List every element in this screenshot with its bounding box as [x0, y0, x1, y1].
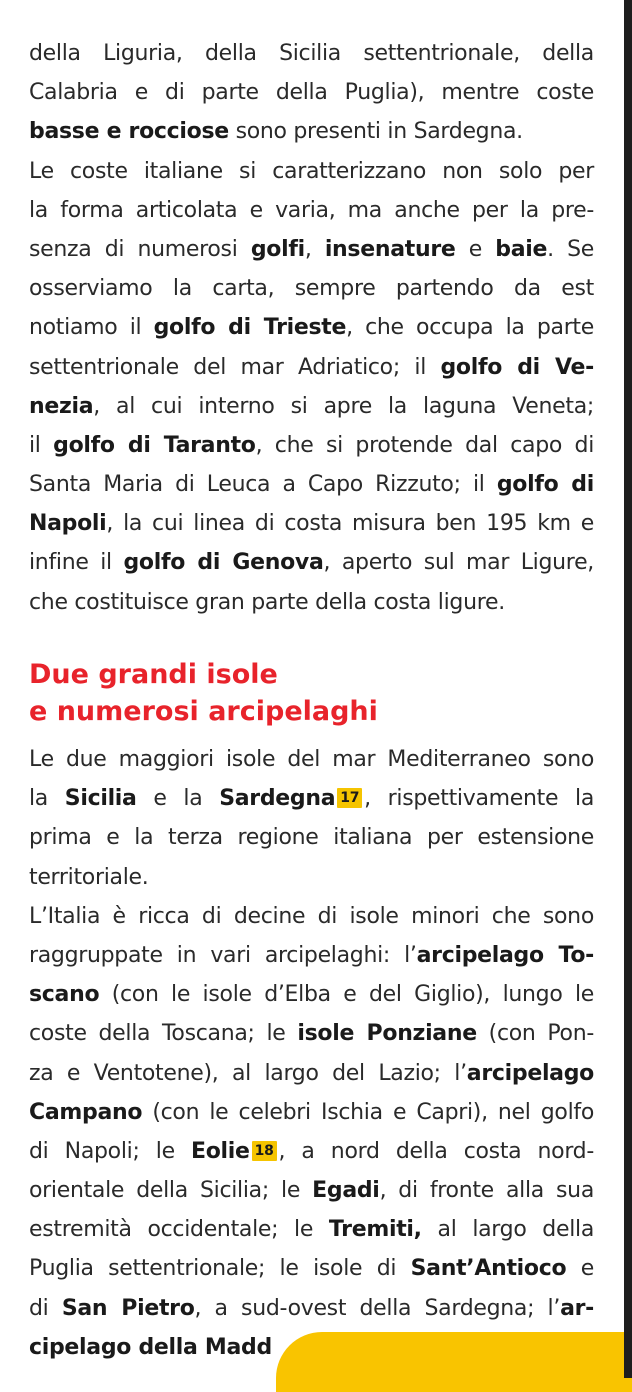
bold-term: insenature [324, 236, 456, 262]
text-span: , a nord della costa nord- [278, 1138, 594, 1164]
text-span: Santa Maria di Leuca a Capo Rizzuto; il [29, 472, 497, 498]
text-span: il [29, 432, 54, 458]
text-line [29, 936, 594, 975]
text-span: , la cui linea di costa misura ben 195 km e [106, 511, 594, 537]
section-heading-line: e numerosi arcipelaghi [29, 696, 378, 727]
text-line [29, 1249, 594, 1288]
bold-term: golfo di Genova [123, 550, 324, 576]
text-line [29, 1014, 594, 1053]
text-span: e [566, 1256, 594, 1282]
bold-term: golfo di Trieste [153, 315, 347, 341]
text-line: L’Italia è ricca di decine di isole minori che sono [29, 903, 594, 929]
bold-term: Tremiti, [328, 1217, 422, 1243]
text-span: Puglia settentrionale; le isole di [29, 1256, 411, 1282]
text-line [29, 426, 594, 465]
text-span: infine il [29, 550, 124, 576]
text-line [29, 504, 594, 543]
text-line [29, 1289, 594, 1328]
text-line [29, 1093, 594, 1132]
text-span: , [304, 236, 325, 262]
coast-paragraphs [29, 34, 594, 622]
text-span: , rispettivamente la [364, 786, 594, 812]
section-heading-line: Due grandi isole [29, 659, 278, 690]
text-line: Calabria e di parte della Puglia), mentre coste [29, 80, 594, 106]
bold-term: basse e rocciose [29, 119, 229, 145]
bold-term: cipelago della Madd [29, 1334, 272, 1360]
text-span: , al cui interno si apre la laguna Veneta; [93, 393, 594, 419]
islands-paragraphs [29, 740, 594, 1367]
bold-term: baie [495, 236, 548, 262]
bold-term: Eolie [191, 1138, 250, 1164]
bold-term: nezia [29, 393, 94, 419]
bold-term: golfo di [496, 472, 594, 498]
bold-term: Egadi [312, 1178, 380, 1204]
text-line: della Liguria, della Sicilia settentrionale, della [29, 41, 594, 66]
text-span: , che si protende dal capo di [255, 432, 595, 458]
section-heading [29, 656, 594, 730]
text-span: coste della Toscana; le [29, 1021, 298, 1047]
text-line: Le coste italiane si caratterizzano non solo per [29, 158, 594, 184]
text-span: raggruppate in vari arcipelaghi: l’ [29, 942, 417, 968]
text-span: za e Ventotene), al largo del Lazio; l’ [29, 1060, 467, 1086]
bold-term: Sicilia [64, 786, 137, 812]
text-line [29, 543, 594, 582]
bold-term: Sant’Antioco [410, 1256, 567, 1282]
text-span: , a sud-ovest della Sardegna; l’ [194, 1295, 561, 1321]
text-line [29, 1132, 594, 1171]
text-span: al largo della [421, 1217, 594, 1243]
text-span: settentrionale del mar Adriatico; il [29, 354, 441, 380]
figure-reference-badge[interactable]: 18 [252, 1141, 277, 1161]
text-line [29, 387, 594, 426]
text-line: osserviamo la carta, sempre partendo da est [29, 276, 594, 302]
bold-term: Napoli [29, 511, 107, 537]
text-span: , che occupa la parte [346, 315, 594, 341]
bold-term: golfi [250, 236, 305, 262]
text-line [29, 779, 594, 818]
text-span: estremità occidentale; le [29, 1217, 329, 1243]
text-line [29, 975, 594, 1014]
text-line [29, 308, 594, 347]
text-line [29, 112, 594, 151]
text-span: orientale della Sicilia; le [29, 1178, 313, 1204]
text-line [29, 465, 594, 504]
text-line: Le due maggiori isole del mar Mediterraneo sono [29, 747, 594, 772]
text-line: territoriale. [29, 864, 149, 890]
bold-term: San Pietro [61, 1295, 195, 1321]
bold-term: isole Ponziane [297, 1021, 477, 1047]
text-line: che costituisce gran parte della costa ligure. [29, 589, 505, 615]
text-span: notiamo il [29, 315, 154, 341]
text-span: . Se [547, 236, 595, 262]
text-span: di [29, 1295, 62, 1321]
bold-term: golfo di Ve- [440, 354, 594, 380]
text-span: e [455, 236, 496, 262]
bold-term: scano [29, 982, 100, 1008]
text-line [29, 348, 594, 387]
text-span: senza di numerosi [29, 236, 251, 262]
text-line [29, 1054, 594, 1093]
text-span: , di fronte alla sua [379, 1178, 594, 1204]
text-line [29, 1210, 594, 1249]
text-span: (con Pon- [476, 1021, 594, 1047]
text-span: di Napoli; le [29, 1138, 191, 1164]
text-span: (con le celebri Ischia e Capri), nel golfo [142, 1099, 594, 1125]
text-line [29, 230, 594, 269]
bold-term: arcipelago [466, 1060, 594, 1086]
bold-term: Campano [29, 1099, 143, 1125]
text-span: la [29, 786, 65, 812]
text-span: e la [136, 786, 220, 812]
text-line: prima e la terza regione italiana per estensione [29, 825, 594, 851]
text-span: , aperto sul mar Ligure, [323, 550, 594, 576]
bold-term: Sardegna [219, 786, 336, 812]
text-line: la forma articolata e varia, ma anche per la pre- [29, 197, 594, 223]
text-span: sono presenti in Sardegna. [228, 119, 523, 145]
page-edge-strip [624, 0, 632, 1378]
text-line [29, 1171, 594, 1210]
bold-term: arcipelago To- [416, 942, 594, 968]
bold-term: ar- [560, 1295, 594, 1321]
yellow-bottom-tab[interactable] [276, 1332, 632, 1392]
bold-term: golfo di Taranto [53, 432, 256, 458]
figure-reference-badge[interactable]: 17 [337, 788, 362, 808]
text-span: (con le isole d’Elba e del Giglio), lungo le [99, 982, 594, 1008]
